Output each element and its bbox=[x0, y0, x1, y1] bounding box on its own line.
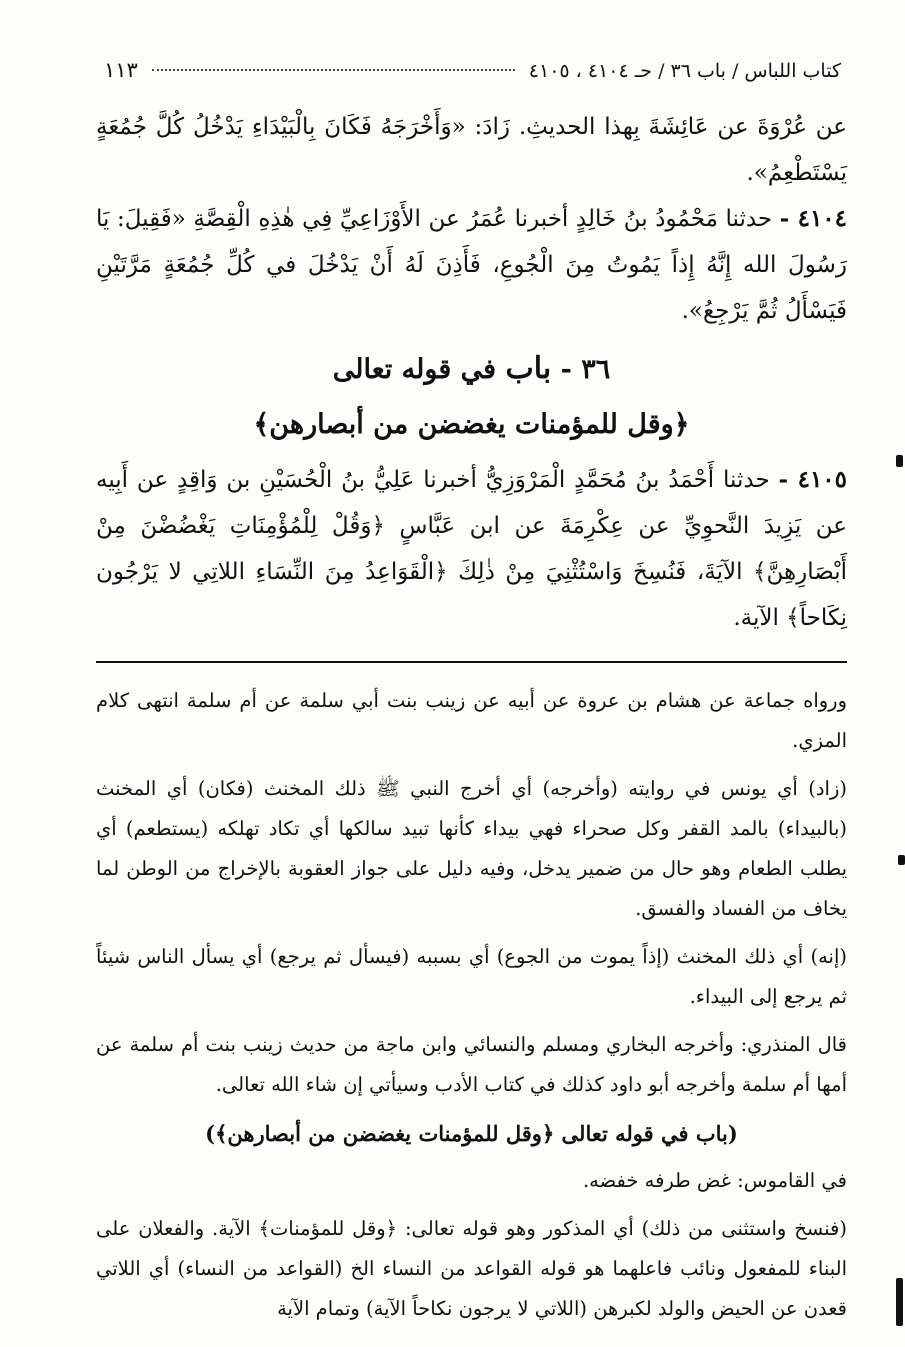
dotted-leader bbox=[152, 69, 515, 71]
commentary-paragraph: (زاد) أي يونس في روايته (وأخرجه) أي أخرج النبي ﷺ ذلك المخنث (فكان) أي المخنث (بالبيداء) بالمد القفر وكل صحراء فهي بيداء كأنها تبيد سالكها أي تكاد تهلكه (يستطعم) أي يطلب الطعام وهو حال من ضمير يدخل، وفيه دليل على جواز العقوبة بالإخراج من الوطن لما يخاف من الفساد والفسق. bbox=[96, 777, 847, 920]
chapter-number: ٣٦ - bbox=[560, 354, 611, 385]
running-head-title: كتاب اللباس / باب ٣٦ / حـ ٤١٠٤ ، ٤١٠٥ bbox=[528, 60, 841, 82]
margin-mark bbox=[896, 1278, 903, 1326]
commentary-paragraph: (فنسخ واستثنى من ذلك) أي المذكور وهو قوله تعالى: ﴿وقل للمؤمنات﴾ الآية. والفعلان على البناء للمفعول ونائب فاعلهما هو قوله القواعد من النساء الخ (القواعد من النساء) أي اللاتي قعدن عن الحيض والولد لكبرهن (اللاتي لا يرجون نكاحاً الآية) وتمام الآية bbox=[96, 1217, 847, 1320]
chapter-title bbox=[96, 346, 847, 393]
commentary-chapter-heading: (باب في قوله تعالى ﴿وقل للمؤمنات يغضضن من أبصارهن﴾) bbox=[205, 1121, 738, 1146]
chapter-word: باب bbox=[505, 351, 552, 386]
commentary-paragraph: في القاموس: غض طرفه خفضه. bbox=[582, 1169, 847, 1192]
commentary-paragraph: ورواه جماعة عن هشام بن عروة عن أبيه عن زينب بنت أبي سلمة عن أم سلمة انتهى كلام المزي. bbox=[96, 689, 847, 752]
hadith-text: حدثنا أَحْمَدُ بنُ مُحَمَّدٍ الْمَرْوَزِيُّ أخبرنا عَلِيُّ بنُ الْحُسَيْنِ بن وَاقِدٍ عن أَبِيه عن يَزِيدَ النَّحوِيِّ عن عِكْرِمَةَ عن ابن عَبَّاسٍ ﴿وَقُلْ لِلْمُؤْمِنَاتِ يَغْضُضْنَ مِنْ أَبْصَارِهِنَّ﴾ الآيَةَ، فَنُسِخَ وَاسْتُثْنِيَ مِنْ ذٰلِكَ ﴿الْقَوَاعِدُ مِنَ النِّسَاءِ اللاتِي لا يَرْجُون نِكَاحاً﴾ الآية. bbox=[96, 467, 847, 631]
hadith-4104 bbox=[96, 196, 847, 334]
page-number: ١١٣ bbox=[104, 58, 138, 82]
hadith-number: ٤١٠٤ - bbox=[779, 205, 848, 232]
hadith-4105 bbox=[96, 457, 847, 641]
commentary-paragraph: قال المنذري: وأخرجه البخاري ومسلم والنسائي وابن ماجة من حديث زينب بنت أم سلمة عن أمها أم سلمة وأخرجه أبو داود كذلك في كتاب الأدب وسيأتي إن شاء الله تعالى. bbox=[96, 1033, 847, 1096]
footnote-divider bbox=[96, 661, 847, 663]
margin-mark bbox=[896, 455, 903, 467]
hadith-text: حدثنا مَحْمُودُ بنُ خَالِدٍ أخبرنا عُمَرُ عن الأَوْزَاعِيِّ فِي هٰذِهِ الْقِصَّةِ «فَقِيلَ: يَا رَسُولَ الله إِنَّهُ إِذاً يَمُوتُ مِنَ الْجُوعِ، فَأَذِنَ لَهُ أَنْ يَدْخُلَ في كُلِّ جُمُعَةٍ مَرَّتَيْنِ فَيَسْأَلُ ثُمَّ يَرْجِعُ». bbox=[96, 206, 847, 324]
hadith-4103-continuation: عن عُرْوَةَ عن عَائِشَةَ بِهذا الحديثِ. زَادَ: «وَأَخْرَجَهُ فَكَانَ بِالْبَيْدَاءِ يَدْخُلُ كُلَّ جُمُعَةٍ يَسْتَطْعِمُ». bbox=[96, 114, 847, 186]
margin-mark bbox=[898, 855, 905, 865]
commentary-paragraph: (إنه) أي ذلك المخنث (إذاً يموت من الجوع) أي بسببه (فيسأل ثم يرجع) أي يسأل الناس شيئاً ثم يرجع إلى البيداء. bbox=[96, 945, 847, 1008]
verse-title: ﴿وقل للمؤمنات يغضضن من أبصارهن﴾ bbox=[253, 409, 690, 440]
running-head bbox=[96, 58, 847, 104]
hadith-number: ٤١٠٥ - bbox=[778, 466, 848, 493]
chapter-subtitle: في قوله تعالى bbox=[332, 354, 497, 385]
